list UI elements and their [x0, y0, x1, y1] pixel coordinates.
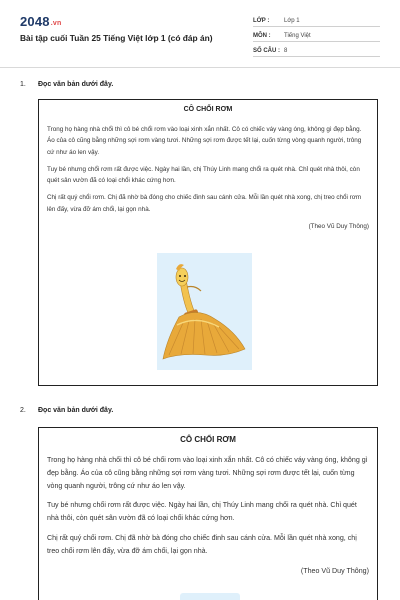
meta-label: LỚP :: [253, 18, 270, 24]
meta-value: Lớp 1: [284, 18, 300, 24]
passage-paragraph: Chị rất quý chổi rơm. Chị đã nhờ bà đóng cho chiếc đinh sau cánh cửa. Mỗi lần quét nhà xong, chị treo chổi rơm lên đấy, vừa đỡ ám chổi, lại gọn nhà.: [47, 194, 362, 213]
page-header: [0, 0, 400, 68]
passage-paragraph: Trong họ hàng nhà chổi thì cô bé chổi rơm vào loại xinh xắn nhất. Cô có chiếc váy vàng óng, không gì đẹp bằng. Áo của cô cũng bằng những sợi rơm vàng tươi. Những sợi rơm được tết lại, cuốn từng vòng quanh người, trông cứ như áo len vậy.: [47, 456, 368, 490]
question-text: Đọc văn bản dưới đây.: [38, 81, 114, 88]
straw-broom-illustration: [157, 253, 252, 370]
header-divider: [0, 67, 400, 68]
passage-paragraph: Tuy bé nhưng chổi rơm rất được việc. Ngày hai lần, chị Thúy Linh mang chổi ra quét nhà. Chỉ quét nhà thôi, còn quét sân vườn đã có loại chổi khác cứng hơn.: [47, 501, 357, 523]
straw-broom-illustration-partial: [180, 593, 240, 600]
passage-title: CÔ CHỔI RƠM: [183, 106, 233, 113]
meta-label: SỐ CÂU :: [253, 48, 280, 54]
meta-row-count: [253, 44, 380, 57]
passage-credit: (Theo Vũ Duy Thông): [308, 223, 369, 231]
passage-paragraph: Chị rất quý chổi rơm. Chị đã nhờ bà đóng cho chiếc đinh sau cánh cửa. Mỗi lần quét nhà xong, chị treo chổi rơm lên đấy, vừa đỡ ám chổi, lại gọn nhà.: [47, 533, 357, 555]
passage-paragraph: Trong họ hàng nhà chổi thì cô bé chổi rơm vào loại xinh xắn nhất. Cô có chiếc váy vàng óng, không gì đẹp bằng. Áo của cô cũng bằng những sợi rơm vàng tươi. Những sợi rơm được tết lại, cuốn từng vòng quanh người, trông cứ như áo len vậy.: [47, 126, 362, 156]
question-number: 1.: [20, 81, 26, 88]
question-number: 2.: [20, 407, 26, 414]
passage-paragraph: Tuy bé nhưng chổi rơm rất được việc. Ngày hai lần, chị Thúy Linh mang chổi ra quét nhà. Chỉ quét nhà thôi, còn quét sân vườn đã có loại chổi khác cứng hơn.: [47, 165, 360, 185]
document-title: Bài tập cuối Tuần 25 Tiếng Việt lớp 1 (có đáp án): [20, 33, 213, 43]
meta-value: 8: [284, 48, 288, 54]
meta-row-class: [253, 14, 380, 27]
meta-value: Tiếng Việt: [284, 33, 311, 39]
passage-title: CÔ CHỔI RƠM: [180, 435, 236, 444]
reading-passage-2: [38, 427, 378, 600]
meta-label: MÔN :: [253, 33, 271, 39]
logo-text: 2048: [20, 14, 50, 29]
site-logo[interactable]: [20, 14, 61, 29]
passage-credit: (Theo Vũ Duy Thông): [300, 566, 369, 575]
logo-suffix: .vn: [50, 20, 62, 27]
meta-row-subject: [253, 29, 380, 42]
straw-broom-icon: [157, 253, 252, 370]
question-text: Đọc văn bản dưới đây.: [38, 407, 114, 414]
document-meta: [253, 14, 380, 59]
question-1-prompt: [20, 81, 113, 88]
question-2-prompt: [20, 407, 113, 414]
